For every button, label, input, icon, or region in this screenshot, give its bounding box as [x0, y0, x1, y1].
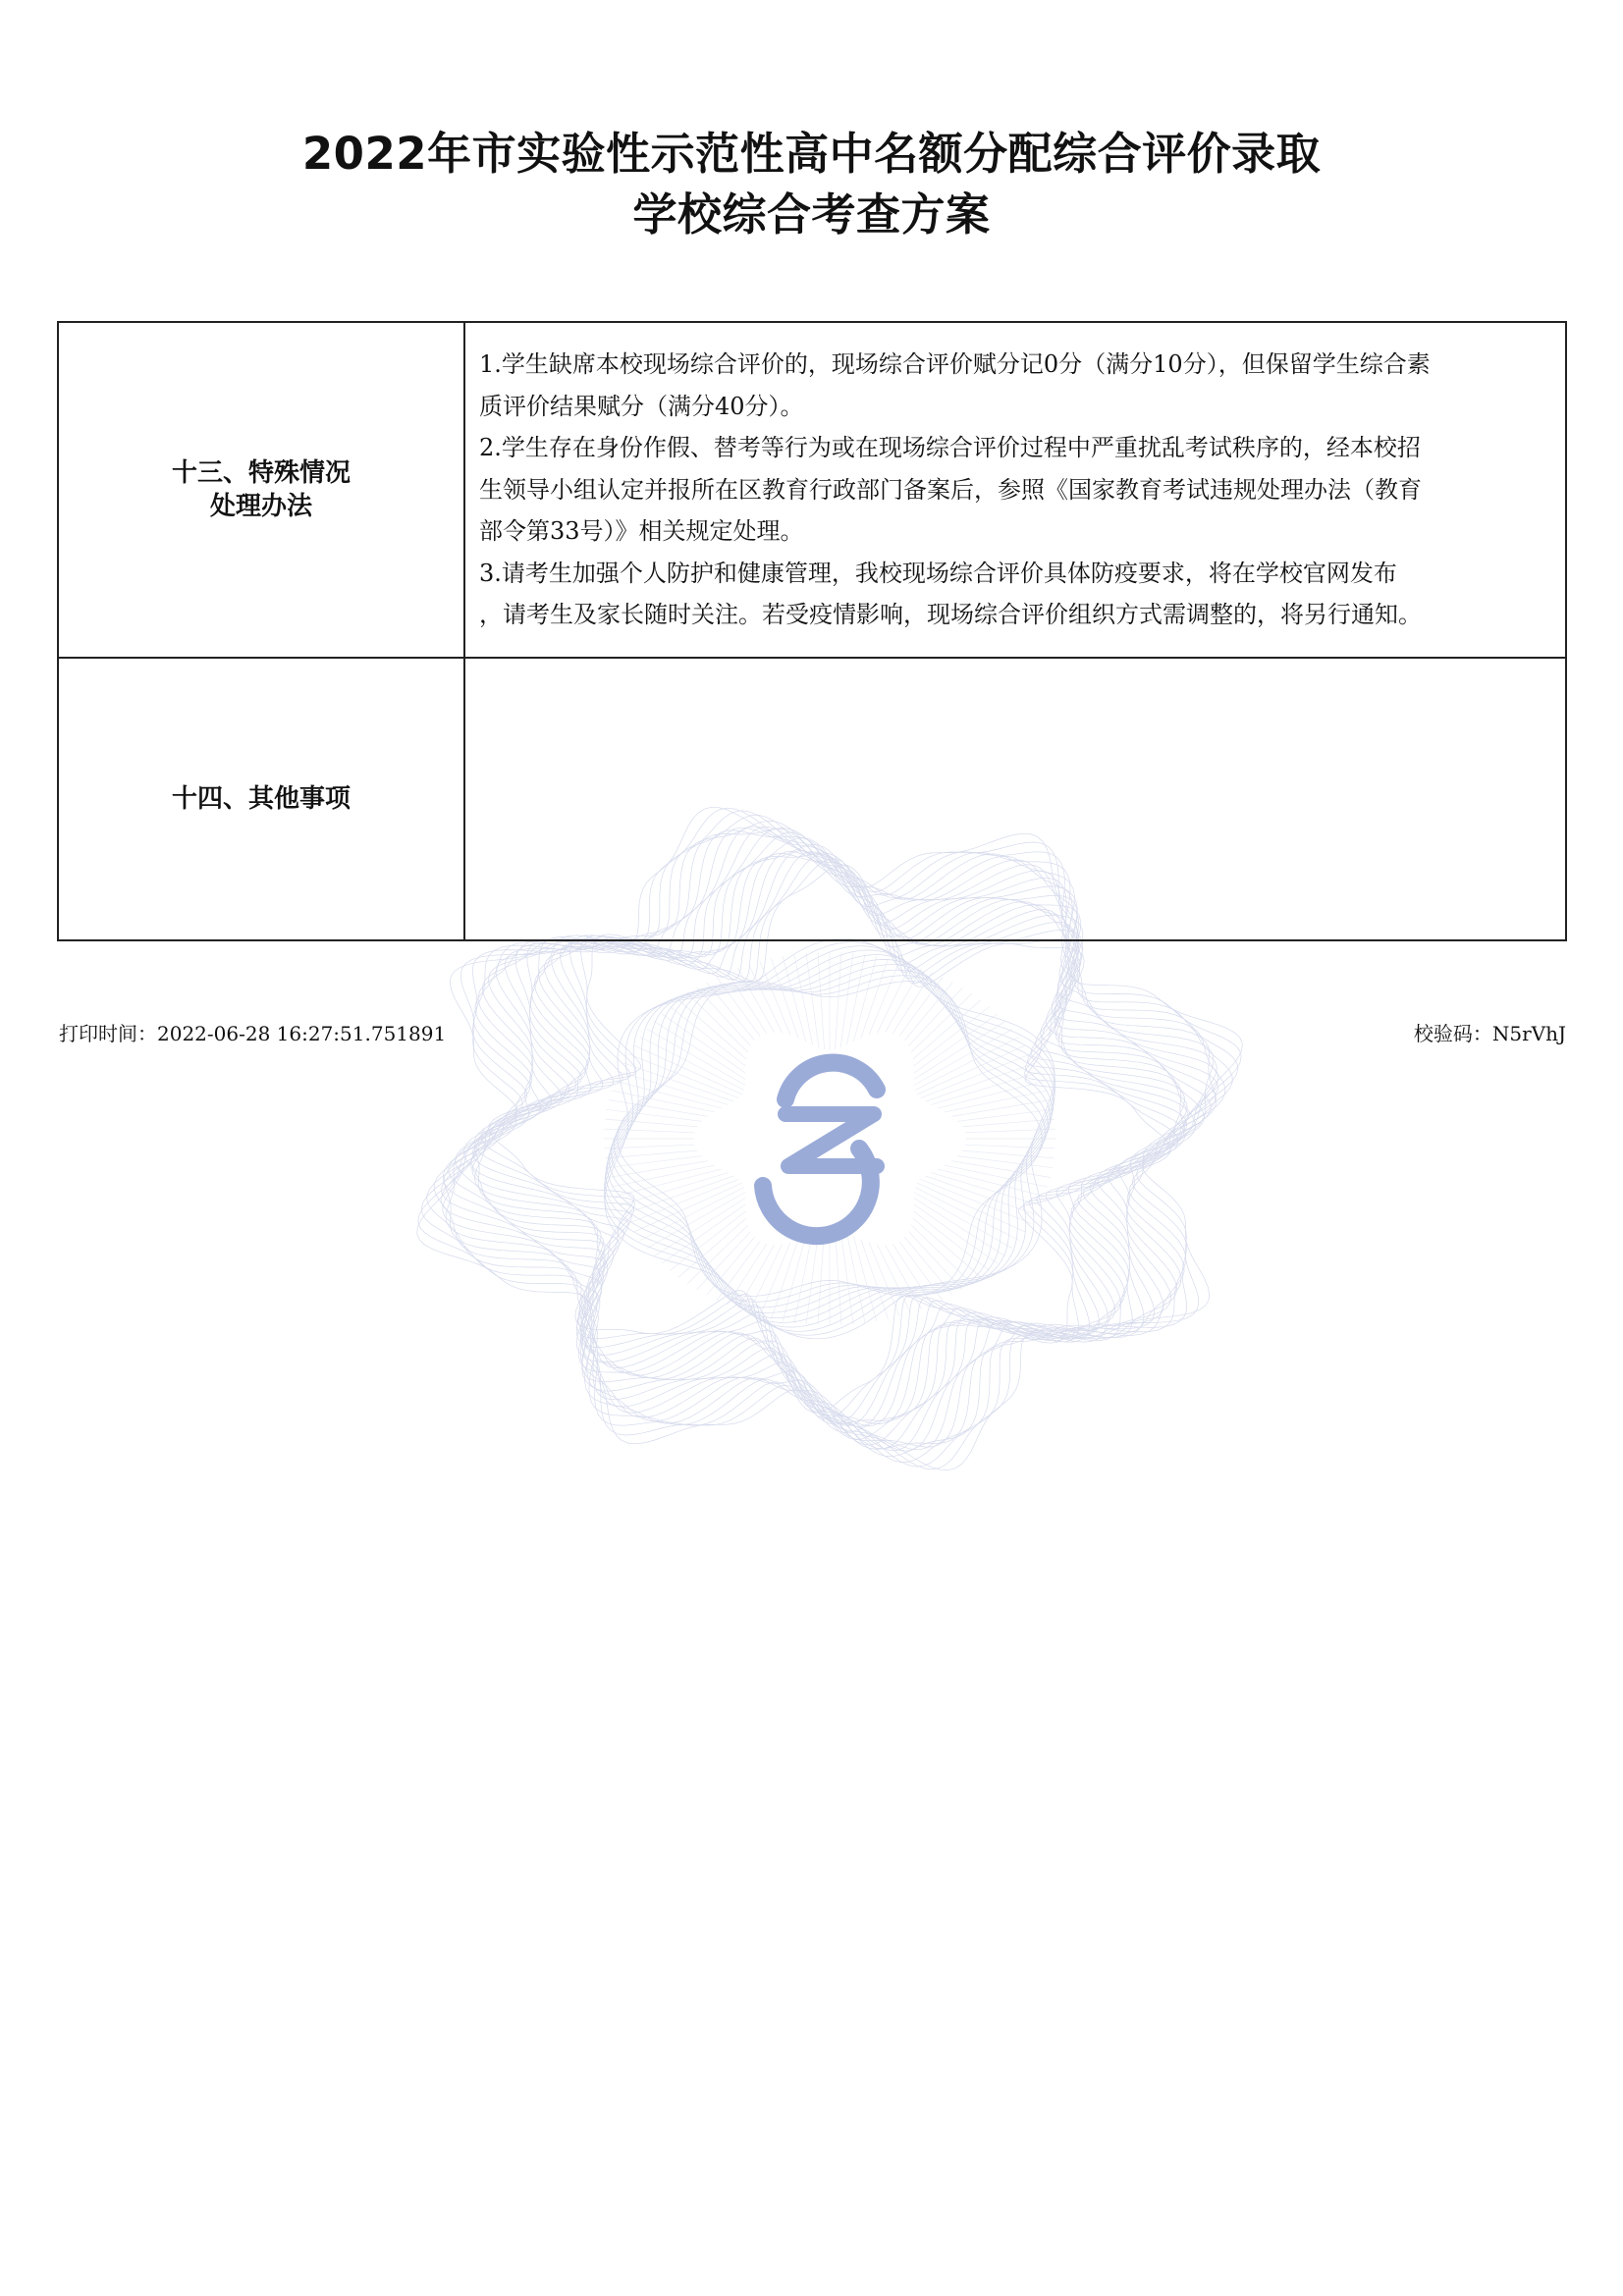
document-title-line-2: 学校综合考查方案	[632, 188, 991, 240]
guilloche-line	[818, 952, 825, 1060]
guilloche-line	[870, 1208, 933, 1305]
guilloche-line	[857, 1213, 899, 1316]
guilloche-line	[678, 1000, 771, 1081]
guilloche-line	[852, 1214, 888, 1318]
guilloche-line	[908, 1054, 1031, 1103]
guilloche-line	[901, 1185, 1012, 1249]
document-title-line-1: 2022年市实验性示范性高中名额分配综合评价录取	[301, 128, 1322, 180]
guilloche-line	[749, 1212, 798, 1313]
guilloche-line	[914, 1081, 1045, 1114]
guilloche-line	[619, 1167, 747, 1205]
guilloche-line	[839, 953, 853, 1060]
guilloche-line	[615, 976, 1046, 1302]
content-line: ，请考生及家长随时关注。若受疫情影响，现场综合评价组织方式需调整的，将另行通知。	[479, 601, 1422, 629]
guilloche-line	[717, 1206, 785, 1300]
seal-logo-zigzag	[785, 1114, 877, 1166]
special-case-content-cell	[464, 322, 1566, 658]
guilloche-line	[738, 968, 794, 1067]
guilloche-line	[607, 1109, 742, 1126]
guilloche-line	[707, 983, 782, 1073]
guilloche-line	[728, 973, 790, 1069]
guilloche-line	[912, 1167, 1041, 1205]
guilloche-line	[857, 961, 899, 1064]
guilloche-line	[904, 1038, 1019, 1096]
guilloche-line	[848, 1215, 877, 1321]
guilloche-line	[893, 1195, 990, 1271]
guilloche-line	[608, 960, 1053, 1318]
guilloche-line	[917, 1109, 1053, 1126]
guilloche-line	[916, 1155, 1051, 1178]
guilloche-line	[615, 1081, 745, 1114]
guilloche-line	[687, 1200, 774, 1284]
guilloche-line	[634, 1178, 753, 1232]
content-line: 2.学生存在身份作假、替考等行为或在现场综合评价过程中严重扰乱考试秩序的，经本校招	[479, 434, 1421, 462]
guilloche-line	[835, 952, 841, 1060]
guilloche-line	[612, 1091, 744, 1119]
guilloche-line	[917, 1151, 1053, 1168]
guilloche-line	[707, 1204, 782, 1295]
guilloche-line	[843, 1216, 865, 1323]
guilloche-line	[697, 988, 778, 1075]
guilloche-line	[760, 961, 802, 1064]
content-line: 1.学生缺席本校现场综合评价的，现场综合评价赋分记0分（满分10分），但保留学生综合素	[479, 350, 1431, 379]
guilloche-line	[647, 1029, 758, 1093]
guilloche-line	[874, 1206, 943, 1300]
guilloche-line	[697, 1202, 778, 1290]
guilloche-line	[918, 1129, 1055, 1135]
seal-center-cloud	[693, 1033, 966, 1246]
guilloche-line	[910, 1063, 1036, 1107]
guilloche-line	[604, 1129, 741, 1135]
guilloche-line	[670, 1195, 767, 1271]
guilloche-line	[906, 1178, 1025, 1232]
guilloche-line	[717, 978, 785, 1071]
seal-logo-arc	[763, 1148, 871, 1236]
guilloche-line	[619, 1072, 747, 1110]
guilloche-line	[612, 970, 1048, 1308]
table-row	[58, 322, 1566, 658]
guilloche-line	[612, 1159, 744, 1188]
guilloche-line	[895, 1192, 998, 1264]
guilloche-line	[878, 1204, 952, 1295]
guilloche-line	[918, 1147, 1055, 1158]
guilloche-line	[687, 993, 774, 1078]
guilloche-line	[912, 1072, 1041, 1110]
guilloche-line	[605, 938, 1055, 1339]
guilloche-line	[895, 1014, 998, 1087]
table-row	[58, 658, 1566, 940]
guilloche-line	[670, 1007, 767, 1084]
other-matters-content-cell	[464, 658, 1566, 940]
guilloche-line	[634, 1045, 753, 1099]
guilloche-line	[794, 1216, 816, 1323]
guilloche-line	[861, 965, 910, 1066]
guilloche-line	[662, 1192, 764, 1264]
guilloche-line	[848, 956, 877, 1061]
guilloche-line	[738, 1210, 794, 1309]
guilloche-line	[489, 865, 1171, 1413]
guilloche-line	[886, 1200, 972, 1284]
content-line: 质评价结果赋分（满分40分）。	[479, 392, 804, 420]
seal-logo-arc	[785, 1063, 877, 1099]
guilloche-line	[615, 1163, 745, 1197]
guilloche-line	[893, 1007, 990, 1084]
row-label-line: 处理办法	[209, 492, 312, 521]
guilloche-line	[806, 1217, 821, 1324]
guilloche-line	[605, 1147, 741, 1158]
guilloche-line	[628, 1174, 751, 1223]
guilloche-line	[640, 1182, 755, 1241]
guilloche-line	[918, 1143, 1055, 1148]
guilloche-line	[647, 1185, 758, 1249]
guilloche-line	[783, 1215, 811, 1321]
guilloche-line	[607, 1151, 742, 1168]
guilloche-line	[852, 959, 888, 1063]
guilloche-line	[835, 1217, 841, 1325]
guilloche-line	[918, 1119, 1055, 1131]
content-line: 生领导小组认定并报所在区教育行政部门备案后，参照《国家教育考试违规处理办法（教育	[479, 475, 1422, 504]
assessment-plan-table	[57, 321, 1567, 941]
guilloche-line	[481, 859, 1178, 1418]
guilloche-line	[605, 950, 1055, 1327]
guilloche-line	[654, 1021, 761, 1089]
guilloche-line	[818, 1217, 825, 1325]
other-matters-label-cell: 十四、其他事项	[58, 658, 464, 940]
guilloche-line	[906, 1045, 1025, 1099]
guilloche-line	[623, 1063, 749, 1107]
guilloche-line	[908, 1174, 1031, 1223]
guilloche-line	[914, 1163, 1045, 1197]
guilloche-line	[604, 1143, 741, 1148]
guilloche-line	[882, 988, 962, 1075]
guilloche-line	[870, 973, 933, 1069]
guilloche-line	[898, 1021, 1005, 1089]
guilloche-line	[609, 965, 1050, 1313]
guilloche-line	[772, 959, 807, 1063]
guilloche-line	[749, 965, 798, 1066]
guilloche-line	[901, 1029, 1012, 1093]
guilloche-line	[606, 955, 1054, 1323]
guilloche-line	[910, 1171, 1036, 1215]
guilloche-line	[916, 1100, 1051, 1123]
guilloche-line	[760, 1213, 802, 1316]
guilloche-line	[889, 1000, 981, 1081]
guilloche-line	[662, 1014, 764, 1087]
special-case-label-cell	[58, 322, 464, 658]
guilloche-line	[915, 1159, 1048, 1188]
guilloche-line	[678, 1198, 771, 1278]
guilloche-line	[866, 968, 922, 1067]
guilloche-line	[874, 978, 943, 1071]
guilloche-line	[654, 1188, 761, 1255]
row-label-line: 十三、特殊情况	[171, 458, 351, 488]
guilloche-line	[605, 942, 1055, 1335]
guilloche-line	[783, 956, 811, 1061]
guilloche-line	[878, 983, 952, 1073]
guilloche-line	[605, 1119, 741, 1131]
guilloche-line	[915, 1091, 1048, 1119]
guilloche-line	[904, 1182, 1019, 1241]
guilloche-line	[623, 1171, 749, 1215]
content-line: 部令第33号）》相关规定处理。	[479, 517, 804, 546]
guilloche-line	[898, 1188, 1005, 1255]
guilloche-line	[839, 1217, 853, 1324]
guilloche-line	[866, 1210, 922, 1309]
guilloche-line	[605, 946, 1055, 1332]
guilloche-line	[806, 953, 821, 1060]
check-code: 校验码：N5rVhJ	[1413, 1022, 1566, 1045]
guilloche-line	[794, 954, 816, 1061]
content-line: 3.请考生加强个人防护和健康管理，我校现场综合评价具体防疫要求，将在学校官网发布	[479, 559, 1397, 587]
guilloche-line	[609, 1100, 743, 1123]
print-time: 打印时间：2022-06-28 16:27:51.751891	[59, 1022, 447, 1045]
guilloche-line	[861, 1212, 910, 1313]
guilloche-line	[628, 1054, 751, 1103]
guilloche-line	[886, 993, 972, 1078]
guilloche-line	[640, 1038, 755, 1096]
guilloche-line	[889, 1198, 981, 1278]
guilloche-line	[728, 1208, 790, 1305]
guilloche-line	[772, 1214, 807, 1318]
guilloche-line	[609, 1155, 743, 1178]
guilloche-line	[882, 1202, 962, 1290]
guilloche-line	[618, 982, 1042, 1297]
guilloche-line	[843, 954, 865, 1061]
